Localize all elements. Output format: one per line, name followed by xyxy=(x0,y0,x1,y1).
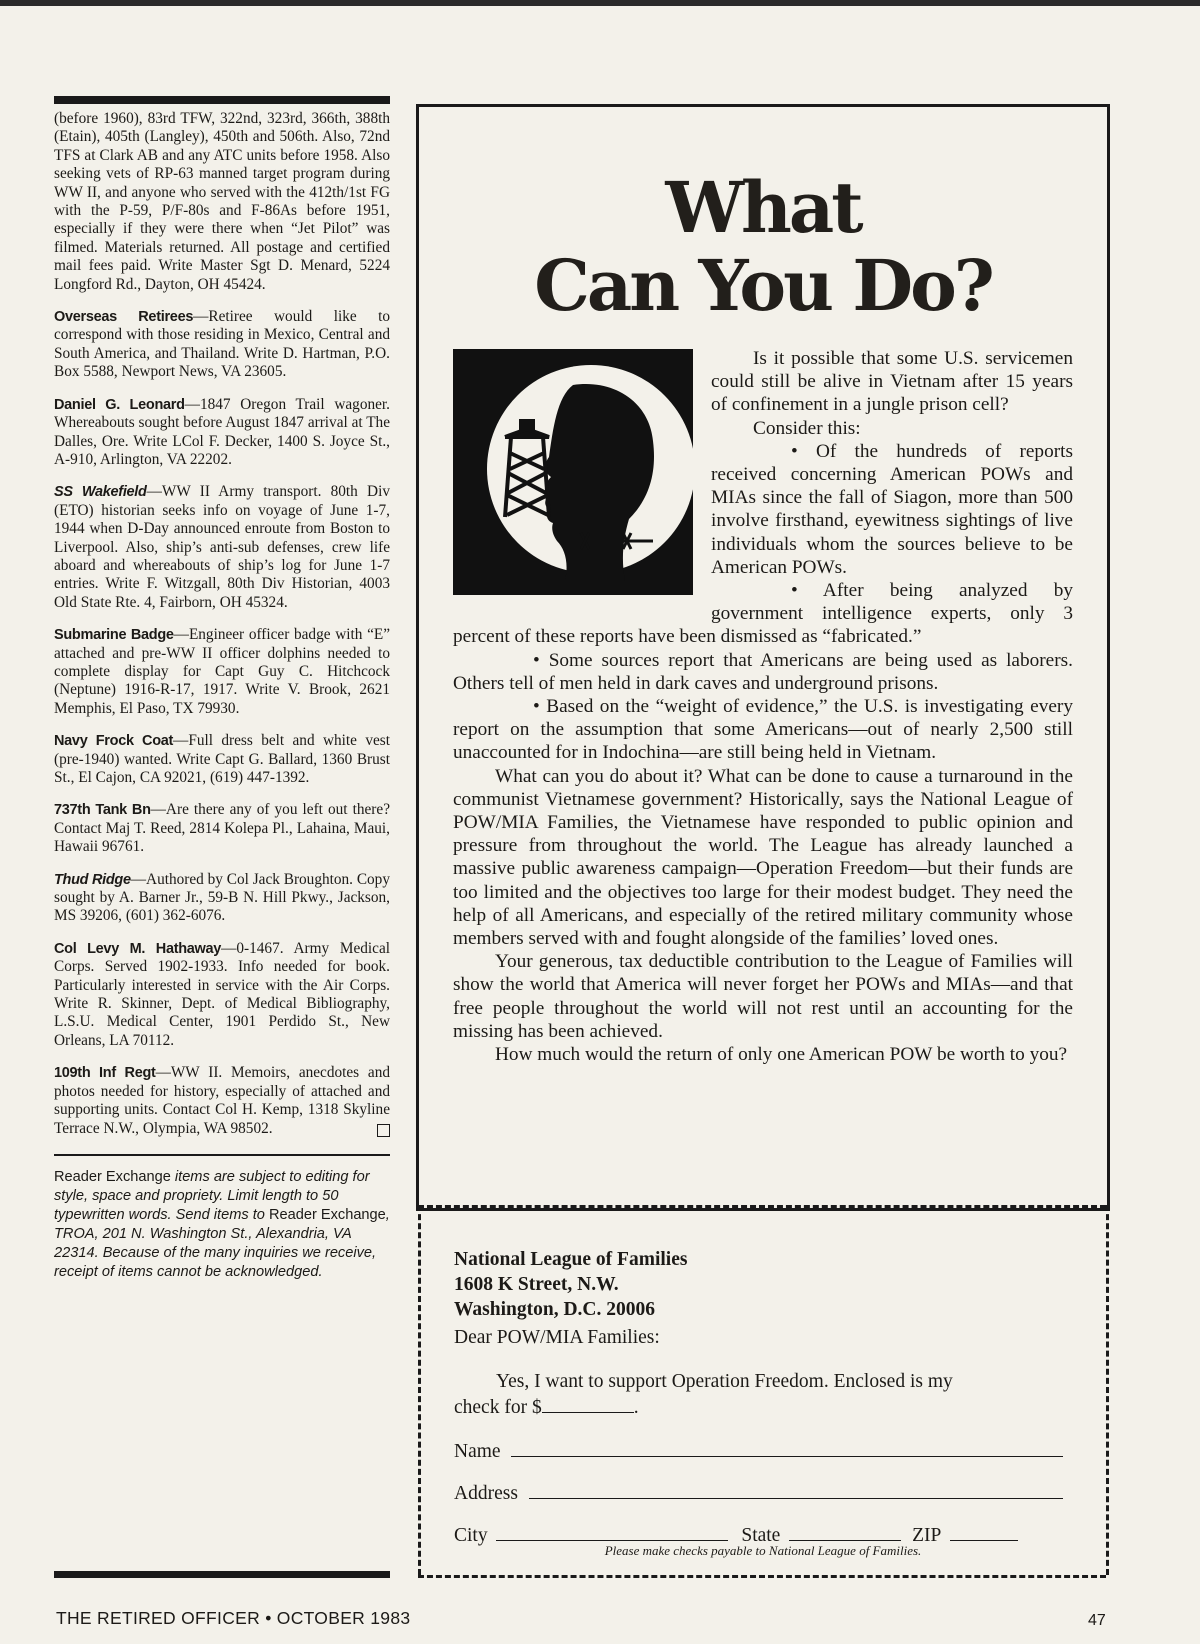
item-body: —Are there any of you left out there? Contact Maj T. Reed, 2814 Kolepa Pl., Lahaina, Maui, Hawaii 96761. xyxy=(54,801,390,856)
ad-bullet: • Some sources report that Americans are being used as laborers. Others tell of men held in dark caves and underground prisons. xyxy=(453,649,1073,694)
reader-exchange-note xyxy=(54,1168,390,1282)
coupon-cut-line-right xyxy=(1106,1205,1109,1575)
list-item xyxy=(54,801,390,856)
ad-bullet: • After being analyzed by government intelligence experts, only 3 percent of these reports have been dismissed as “fabricated.” xyxy=(453,580,1073,648)
list-item xyxy=(54,732,390,787)
item-body: —Authored by Col Jack Broughton. Copy sought by A. Barner Jr., 59-B N. Hill Pkwy., Jackson, MS 39206, (601) 362-6076. xyxy=(54,870,390,925)
city-field[interactable] xyxy=(496,1526,728,1541)
address-label: Address xyxy=(454,1483,518,1504)
item-body: —0-1467. Army Medical Corps. Served 1902-1933. Info needed for book. Particularly interested in service with the Air Corps. Write R. Skinner, Dept. of Medical Bibliography, L.S.U. Medical Center, 1901 Perdido St., New Orleans, LA 70112. xyxy=(54,939,390,1049)
ad-headline xyxy=(419,166,1107,327)
item-heading: Navy Frock Coat xyxy=(54,733,174,750)
coupon-cut-line-bottom xyxy=(418,1575,1106,1578)
item-heading: Daniel G. Leonard xyxy=(54,396,185,413)
headline-line: What xyxy=(665,166,861,249)
note-text: Reader Exchange xyxy=(54,1168,171,1185)
item-heading: 109th Inf Regt xyxy=(54,1065,156,1082)
address-field[interactable] xyxy=(529,1484,1063,1499)
address-line: National League of Families xyxy=(454,1249,688,1270)
name-row xyxy=(454,1441,1063,1463)
item-heading: SS Wakefield xyxy=(54,484,147,501)
column-bottom-rule xyxy=(54,1571,390,1578)
ad-paragraph: Your generous, tax deductible contribution to the League of Families will show the world that America will never forget her POWs and MIAs—and that free people throughout the world will not rest until an accounting for the missing has been achieved. xyxy=(453,951,1073,1042)
name-field[interactable] xyxy=(511,1442,1063,1457)
coupon-cut-line-top xyxy=(418,1205,1106,1208)
item-heading: Overseas Retirees xyxy=(54,309,194,326)
note-text: Reader Exchange xyxy=(268,1206,386,1223)
item-body: —Full dress belt and white vest (pre-1940) wanted. Write Capt G. Ballard, 1360 Brust St., El Cajon, CA 92021, (619) 447-1392. xyxy=(54,732,390,786)
state-label: State xyxy=(741,1525,781,1546)
item-body: —1847 Oregon Trail wagoner. Whereabouts sought before August 1847 arrival at The Dalles, Ore. Write LCol F. Decker, 1400 S. Joyce St., A-910, Arlington, VA 22202. xyxy=(54,395,390,468)
item-heading: Thud Ridge xyxy=(54,871,131,888)
list-item xyxy=(54,871,390,926)
headline-line: Can You Do? xyxy=(534,244,992,327)
payable-note: Please make checks payable to National League of Families. xyxy=(604,1543,922,1558)
top-edge xyxy=(0,0,1200,6)
donation-coupon xyxy=(418,1205,1108,1585)
zip-field[interactable] xyxy=(950,1526,1018,1541)
item-body: —Engineer officer badge with “E” attached and pre-WW II officer dolphins needed to complete display for Capt Guy C. Hitchcock (Neptune) 1916-R-17, 1917. Write V. Brook, 2621 Memphis, El Paso, TX 79930. xyxy=(54,626,390,717)
mailing-address xyxy=(454,1247,687,1322)
salutation: Dear POW/MIA Families: xyxy=(454,1327,660,1348)
column-top-rule xyxy=(54,96,390,104)
check-amount-line: check for $ . xyxy=(454,1397,639,1418)
item-body: —WW II. Memoirs, anecdotes and photos needed for history, especially of attached and supporting units. Contact Col H. Kemp, 1318 Skyline Terrace N.W., Olympia, WA 98502. xyxy=(54,1064,390,1137)
advertisement xyxy=(416,104,1110,1211)
list-item xyxy=(54,940,390,1050)
ad-paragraph: What can you do about it? What can be done to cause a turnaround in the communist Vietnamese government? Historically, says the National League of POW/MIA Families, the Vietnamese have responded to public opinion and pressure from throughout the world. The League has already launched a massive public awareness campaign—Operation Freedom—but their funds are too limited and the objectives too large for their modest budget. They need the help of all Americans, and especially of the retired military community whose members served with and fought alongside of the families’ loved ones. xyxy=(453,765,1073,950)
item-body: —Retiree would like to correspond with those residing in Mexico, Central and South America, and Thailand. Write D. Hartman, P.O. Box 5588, Newport News, VA 23605. xyxy=(54,308,390,381)
item-body: —WW II Army transport. 80th Div (ETO) historian seeks info on voyage of June 1-7, 1944 when D-Day announced enroute from Boston to Liverpool. Also, ship’s anti-sub defenses, crew life aboard and whereabouts of ship’s log for June 1-7 entries. Write F. Witzgall, 80th Div Historian, 4003 Old State Rte. 4, Fairborn, OH 45324. xyxy=(54,483,391,611)
list-item xyxy=(54,483,390,612)
support-text: Yes, I want to support Operation Freedom. Enclosed is my xyxy=(496,1371,953,1392)
check-amount-field[interactable] xyxy=(542,1398,634,1413)
address-row xyxy=(454,1483,1063,1505)
running-footer: THE RETIRED OFFICER • OCTOBER 1983 xyxy=(56,1608,411,1628)
state-field[interactable] xyxy=(789,1526,901,1541)
ad-body xyxy=(453,347,1073,1066)
item-heading: Submarine Badge xyxy=(54,627,174,644)
note-text: items are subject to editing for style, space and propriety. Limit length to 50 typewritten words. Send items to xyxy=(54,1168,370,1223)
list-item xyxy=(54,626,390,718)
note-text: , TROA, 201 N. Washington St., Alexandria, VA 22314. Because of the many inquiries we receive, receipt of items cannot be acknowledged. xyxy=(54,1206,390,1280)
name-label: Name xyxy=(454,1441,501,1462)
list-item xyxy=(54,308,390,382)
ad-bullet: • Of the hundreds of reports received concerning American POWs and MIAs since the fall of Siagon, more than 500 involve firsthand, eyewitness sightings of live individuals whom the sources believe to be American POWs. xyxy=(711,440,1073,578)
ad-bullet: • Based on the “weight of evidence,” the U.S. is investigating every report on the assumption that some Americans—out of nearly 2,500 still unaccounted for in Indochina—are still being held in Vietnam. xyxy=(453,696,1073,764)
item-heading: Col Levy M. Hathaway xyxy=(54,940,222,957)
ad-paragraph: Consider this: xyxy=(753,417,861,439)
intro-paragraph: (before 1960), 83rd TFW, 322nd, 323rd, 366th, 388th (Etain), 405th (Langley), 450th and 506th. Also, 72nd TFS at Clark AB and any ATC units before 1958. Also seeking vets of RP-63 manned target program during WW II, and anyone who served with the 412th/1st FG with the P-59, P/F-80s and F-86As before 1951, especially if they were there when “Jet Pilot” was filmed. Materials returned. All postage and certified mail fees paid. Write Master Sgt D. Menard, 5224 Longford Rd., Dayton, OH 45424. xyxy=(54,110,390,293)
address-line: Washington, D.C. 20006 xyxy=(454,1299,655,1320)
address-line: 1608 K Street, N.W. xyxy=(454,1274,619,1295)
zip-label: ZIP xyxy=(912,1525,941,1546)
ad-paragraph: Is it possible that some U.S. servicemen could still be alive in Vietnam after 15 years of confinement in a jungle prison cell? xyxy=(711,348,1073,416)
item-heading: 737th Tank Bn xyxy=(54,802,151,819)
page-number: 47 xyxy=(1088,1612,1106,1629)
city-label: City xyxy=(454,1525,488,1546)
list-item xyxy=(54,1064,390,1138)
list-item xyxy=(54,396,390,470)
ad-paragraph: How much would the return of only one American POW be worth to you? xyxy=(495,1044,1068,1066)
check-amount-label: check for $ xyxy=(454,1397,542,1418)
end-mark-icon xyxy=(377,1124,390,1137)
coupon-cut-line-left xyxy=(418,1205,421,1575)
note-divider xyxy=(54,1154,390,1156)
emblem-spacer xyxy=(453,347,711,617)
reader-exchange-column xyxy=(54,96,390,1282)
